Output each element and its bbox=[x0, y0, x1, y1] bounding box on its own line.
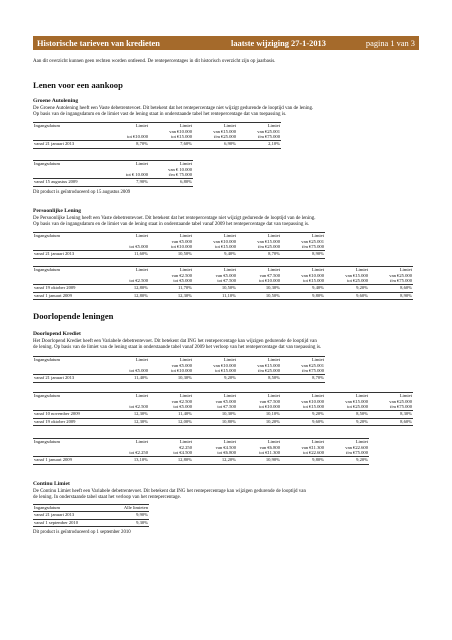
header-cell-limit: t/m €75.000 bbox=[369, 278, 413, 285]
cell-rate: 11,40% bbox=[149, 411, 193, 419]
cell-rate: 12,80% bbox=[105, 292, 149, 300]
header-cell-limit: tot €25.000 bbox=[325, 278, 369, 285]
cell-date: vanaf 21 januari 2013 bbox=[33, 375, 105, 383]
cell-date: vanaf 19 oktober 2009 bbox=[33, 285, 105, 293]
header-cell-limit: van €10.000 bbox=[213, 362, 236, 368]
header-cell-limit: t/m € 75.000 bbox=[149, 172, 193, 179]
header-cell-limit: t/m €75.000 bbox=[281, 244, 325, 251]
header-cell-limit: van €15.000 bbox=[257, 362, 280, 368]
header-cell-limit: t/m €25.000 bbox=[237, 368, 281, 375]
header-cell-limit: van €15.000 bbox=[213, 128, 236, 134]
subtitle-groene-autolening: Groene Autolening bbox=[33, 98, 79, 104]
description-line: De Continu Limiet heeft een Variabele debetrentevoet. Dit betekent dat ING het rentepercentage kan wijzigen gedurende de looptijd van bbox=[33, 489, 306, 494]
header-cell-limit: Limiet bbox=[281, 267, 325, 273]
cell-date: vanaf 1 september 2010 bbox=[33, 519, 105, 527]
header-cell-limit: tot €15.000 bbox=[193, 244, 237, 251]
header-cell-limit: Limiet bbox=[369, 393, 413, 399]
cell-rate: 10,50% bbox=[237, 292, 281, 300]
cell-rate: 10,30% bbox=[149, 375, 193, 383]
header-bar bbox=[33, 36, 419, 50]
header-cell-limit: van €25.000 bbox=[389, 272, 412, 278]
header-cell-date: Ingangsdatum bbox=[33, 233, 105, 239]
header-cell-limit: Alle limieten bbox=[105, 505, 149, 511]
section-title-doorlopend: Doorlopende leningen bbox=[33, 311, 114, 321]
table-header-row bbox=[33, 172, 193, 179]
header-cell-limit: van €10.000 bbox=[301, 398, 324, 404]
continu-description bbox=[33, 489, 423, 502]
header-cell-date bbox=[33, 134, 105, 141]
continu-rate-table bbox=[33, 504, 149, 527]
cell-date: vanaf 21 januari 2013 bbox=[33, 512, 105, 520]
header-cell-limit: t/m €25.000 bbox=[237, 244, 281, 251]
header-cell-limit: tot €15.000 bbox=[281, 278, 325, 285]
table-header-row bbox=[33, 278, 413, 285]
header-cell-limit: tot €22.600 bbox=[281, 450, 325, 457]
cell-rate: 12,80% bbox=[149, 457, 193, 465]
cell-rate: 10,80% bbox=[193, 418, 237, 426]
table-row bbox=[33, 418, 413, 426]
header-cell-limit: Limiet bbox=[105, 357, 149, 363]
cell-rate: 11,40% bbox=[105, 375, 149, 383]
header-cell-date: Ingangsdatum bbox=[33, 393, 105, 399]
cell-rate: 6,80% bbox=[149, 179, 193, 187]
cell-rate: 2,10% bbox=[237, 141, 281, 149]
groene-rate-table bbox=[33, 122, 281, 149]
cell-rate: 8,70% bbox=[237, 251, 281, 259]
cell-rate: 9,20% bbox=[193, 375, 237, 383]
header-cell-limit: tot €7.500 bbox=[193, 278, 237, 285]
header-cell-limit: Limiet bbox=[149, 233, 193, 239]
header-cell-limit: tot €2.250 bbox=[105, 450, 149, 457]
header-cell-limit: tot €5.000 bbox=[149, 278, 193, 285]
header-cell-date: Ingangsdatum bbox=[33, 123, 105, 129]
section-title-lenen: Lenen voor een aankoop bbox=[33, 80, 123, 90]
header-cell-limit: tot €10.000 bbox=[237, 278, 281, 285]
header-cell-limit: t/m €75.000 bbox=[281, 368, 325, 375]
cell-date: vanaf 21 januari 2013 bbox=[33, 251, 105, 259]
cell-rate: 12,30% bbox=[105, 418, 149, 426]
header-cell-limit: van € 10.000 bbox=[168, 166, 192, 172]
header-cell-limit: tot €15.000 bbox=[149, 134, 193, 141]
header-cell-limit: Limiet bbox=[325, 267, 369, 273]
groene-intro-note: Dit product is geïntroduceerd op 15 augustus 2009 bbox=[33, 190, 131, 195]
table-header-row bbox=[33, 450, 369, 457]
description-line: Het Doorlopend Krediet heeft een Variabele debetrentevoet. Dit betekent dat ING het rentepercentage kan wijzigen gedurende de looptijd van bbox=[33, 339, 317, 344]
table-header-row bbox=[33, 368, 325, 375]
cell-rate: 10,90% bbox=[237, 457, 281, 465]
description-line: de lening. Op basis van de limiet van de lening staat in onderstaande tabel vanaf 2009 het verloop van het rentepercentage dat van toepassing is. bbox=[33, 345, 322, 351]
header-cell-limit: Limiet bbox=[281, 393, 325, 399]
header-cell-limit: tot €5.000 bbox=[149, 404, 193, 411]
header-cell-limit: van €10.000 bbox=[213, 238, 236, 244]
header-cell-limit: tot €6.800 bbox=[193, 450, 237, 457]
header-cell-limit: tot €10.000 bbox=[237, 404, 281, 411]
cell-date: vanaf 10 november 2009 bbox=[33, 411, 105, 419]
table-row bbox=[33, 375, 325, 383]
table-row bbox=[33, 179, 193, 187]
cell-rate: 9,80% bbox=[281, 457, 325, 465]
table-row bbox=[33, 292, 413, 300]
header-cell-limit: Limiet bbox=[325, 439, 369, 445]
header-title: Historische tarieven van kredieten bbox=[37, 38, 160, 48]
persoonlijke-rate-table bbox=[33, 232, 325, 259]
cell-rate: 8,30% bbox=[369, 411, 413, 419]
cell-rate: 10,30% bbox=[193, 411, 237, 419]
description-line: De Groene Autolening heeft een Vaste debetrentevoet. Dit betekent dat het rentepercentage niet wijzigt gedurende de looptijd van de lening. bbox=[33, 106, 314, 111]
table-row bbox=[33, 285, 413, 293]
header-cell-limit: van €10.000 bbox=[301, 272, 324, 278]
header-cell-date bbox=[33, 450, 105, 457]
table-header-row bbox=[33, 404, 413, 411]
cell-rate: 9,40% bbox=[281, 285, 325, 293]
header-cell-date bbox=[33, 368, 105, 375]
header-cell-limit: Limiet bbox=[193, 233, 237, 239]
header-cell-limit: tot €2.500 bbox=[105, 278, 149, 285]
cell-rate: 9,90% bbox=[105, 512, 149, 520]
header-cell-date: Ingangsdatum bbox=[33, 357, 105, 363]
header-cell-limit: van €5.000 bbox=[171, 238, 192, 244]
header-cell-limit: van €5.000 bbox=[215, 272, 236, 278]
header-cell-limit: van €25.001 bbox=[257, 128, 280, 134]
header-cell-limit: Limiet bbox=[105, 439, 149, 445]
header-cell-limit: Limiet bbox=[237, 123, 281, 129]
intro-text: Aan dit overzicht kunnen geen rechten worden ontleend. De rentepercentages in dit historisch overzicht zijn op jaarbasis. bbox=[33, 59, 276, 64]
table-row bbox=[33, 141, 281, 149]
header-cell-limit: Limiet bbox=[193, 357, 237, 363]
cell-rate: 9,20% bbox=[325, 285, 369, 293]
cell-rate: 11,60% bbox=[105, 251, 149, 259]
header-cell-limit: van €7.500 bbox=[259, 272, 280, 278]
header-cell-limit: Limiet bbox=[281, 357, 325, 363]
header-cell-limit: Limiet bbox=[193, 267, 237, 273]
cell-rate: 9,30% bbox=[105, 519, 149, 527]
cell-rate: 12,20% bbox=[193, 457, 237, 465]
header-cell-limit: Limiet bbox=[325, 393, 369, 399]
continu-intro-note: Dit product is geïntroduceerd op 1 september 2010 bbox=[33, 530, 131, 535]
cell-rate: 10,50% bbox=[193, 285, 237, 293]
header-cell-limit: tot €4.500 bbox=[149, 450, 193, 457]
cell-rate: 8,70% bbox=[281, 375, 325, 383]
groene-rate-table-2009 bbox=[33, 160, 193, 187]
description-line: Op basis van de ingangsdatum en de limiet van de lening staat in onderstaande tabel vanaf 2009 het rentepercentage dat van toepassing is. bbox=[33, 222, 310, 228]
description-line: De Persoonlijke Lening heeft een Vaste debetrentevoet. Dit betekent dat het rentepercentage niet wijzigt gedurende de looptijd van de lening. bbox=[33, 216, 316, 221]
header-cell-limit: van €5.000 bbox=[215, 398, 236, 404]
header-cell-limit: tot €15.000 bbox=[193, 368, 237, 375]
header-cell-limit: van €4.500 bbox=[215, 444, 236, 450]
cell-date: vanaf 21 januari 2013 bbox=[33, 141, 105, 149]
header-changed-date: laatste wijziging 27-1-2013 bbox=[231, 38, 326, 48]
header-cell-limit: van €2.500 bbox=[171, 398, 192, 404]
cell-rate: 9,20% bbox=[281, 411, 325, 419]
header-cell-limit: tot €5.000 bbox=[105, 244, 149, 251]
header-cell-limit: van €7.500 bbox=[259, 398, 280, 404]
header-cell-date: Ingangsdatum bbox=[33, 505, 105, 511]
header-cell-limit: van €22.600 bbox=[345, 444, 368, 450]
cell-rate: 8,50% bbox=[237, 375, 281, 383]
cell-rate: 8,70% bbox=[105, 141, 149, 149]
doorlopend-description bbox=[33, 339, 423, 352]
header-cell-limit: van €5.000 bbox=[171, 362, 192, 368]
persoonlijke-rate-table-2009 bbox=[33, 266, 413, 300]
header-cell-limit: van €25.001 bbox=[301, 362, 324, 368]
cell-rate: 12,30% bbox=[105, 411, 149, 419]
header-cell-limit: van €11.300 bbox=[301, 444, 324, 450]
header-cell-limit: Limiet bbox=[237, 439, 281, 445]
header-cell-limit: Limiet bbox=[149, 439, 193, 445]
cell-rate: 9,40% bbox=[193, 251, 237, 259]
header-cell-date: Ingangsdatum bbox=[33, 161, 105, 167]
header-cell-limit: van €15.000 bbox=[345, 398, 368, 404]
cell-rate: 7,90% bbox=[105, 179, 149, 187]
header-cell-limit: van €25.001 bbox=[301, 238, 324, 244]
header-cell-limit: Limiet bbox=[193, 439, 237, 445]
header-cell-limit: t/m €25.000 bbox=[193, 134, 237, 141]
header-cell-limit: t/m €75.000 bbox=[369, 404, 413, 411]
header-cell-limit: van €2.500 bbox=[171, 272, 192, 278]
header-cell-date bbox=[33, 172, 105, 179]
header-cell-limit: Limiet bbox=[105, 393, 149, 399]
table-header-row bbox=[33, 244, 325, 251]
header-cell-limit: van €6.800 bbox=[259, 444, 280, 450]
header-cell-limit: Limiet bbox=[281, 439, 325, 445]
table-row bbox=[33, 411, 413, 419]
table-row bbox=[33, 519, 149, 527]
subtitle-persoonlijke-lening: Persoonlijke Lening bbox=[33, 208, 82, 214]
header-cell-limit: tot €15.000 bbox=[281, 404, 325, 411]
header-cell-limit: Limiet bbox=[149, 393, 193, 399]
header-cell-limit: Limiet bbox=[237, 357, 281, 363]
header-cell-limit: Limiet bbox=[149, 357, 193, 363]
table-header-row bbox=[33, 134, 281, 141]
cell-rate: 6,90% bbox=[193, 141, 237, 149]
header-cell-limit: tot €10.000 bbox=[105, 134, 149, 141]
header-cell-limit: Limiet bbox=[237, 393, 281, 399]
header-cell-limit: Limiet bbox=[149, 123, 193, 129]
header-cell-limit: tot €11.300 bbox=[237, 450, 281, 457]
table-row bbox=[33, 251, 325, 259]
cell-rate: 10,50% bbox=[149, 251, 193, 259]
header-cell-date bbox=[33, 278, 105, 285]
header-cell-limit: tot € 10.000 bbox=[105, 172, 149, 179]
doorlopend-rate-table-jan-2009 bbox=[33, 438, 369, 465]
header-cell-limit: van €10.000 bbox=[169, 128, 192, 134]
header-cell-limit: Limiet bbox=[105, 267, 149, 273]
doorlopend-rate-table-2009 bbox=[33, 392, 413, 426]
header-cell-limit: €2.250 bbox=[179, 444, 192, 450]
subtitle-doorlopend-krediet: Doorlopend Krediet bbox=[33, 331, 81, 337]
cell-rate: 12,80% bbox=[105, 285, 149, 293]
header-cell-limit: van €15.000 bbox=[345, 272, 368, 278]
persoonlijke-description bbox=[33, 216, 423, 229]
cell-date: vanaf 1 januari 2009 bbox=[33, 457, 105, 465]
cell-rate: 9,20% bbox=[325, 457, 369, 465]
description-line: Op basis van de ingangsdatum en de limiet vast de lening staat in onderstaande tabel het rentepercentage dat van toepassing is. bbox=[33, 112, 287, 118]
description-line: de lening. In onderstaande tabel staat het verloop van het rentepercentage. bbox=[33, 495, 181, 501]
table-row bbox=[33, 512, 149, 520]
cell-rate: 12,30% bbox=[149, 292, 193, 300]
header-cell-limit: tot €10.000 bbox=[149, 244, 193, 251]
header-cell-limit: tot €7.500 bbox=[193, 404, 237, 411]
cell-date: vanaf 19 oktober 2009 bbox=[33, 418, 105, 426]
header-cell-date bbox=[33, 404, 105, 411]
cell-rate: 13,10% bbox=[105, 457, 149, 465]
header-cell-limit: tot €5.000 bbox=[105, 368, 149, 375]
doorlopend-rate-table bbox=[33, 356, 325, 383]
header-cell-limit: Limiet bbox=[193, 123, 237, 129]
cell-rate: 9,20% bbox=[325, 418, 369, 426]
header-cell-limit: Limiet bbox=[105, 233, 149, 239]
header-cell-limit: tot €25.000 bbox=[325, 404, 369, 411]
subtitle-continu-limiet: Continu Limiet bbox=[33, 481, 70, 487]
header-cell-limit: Limiet bbox=[193, 393, 237, 399]
cell-rate: 10,20% bbox=[237, 418, 281, 426]
cell-rate: 9,60% bbox=[325, 292, 369, 300]
header-cell-limit: Limiet bbox=[281, 233, 325, 239]
cell-rate: 9,60% bbox=[281, 418, 325, 426]
header-cell-limit: Limiet bbox=[237, 233, 281, 239]
header-cell-limit: Limiet bbox=[105, 161, 149, 167]
cell-rate: 11,10% bbox=[193, 292, 237, 300]
header-cell-date bbox=[33, 244, 105, 251]
cell-rate: 8,60% bbox=[369, 285, 413, 293]
cell-rate: 11,70% bbox=[149, 285, 193, 293]
header-cell-limit: Limiet bbox=[237, 267, 281, 273]
header-cell-limit: van €25.000 bbox=[389, 398, 412, 404]
cell-rate: 8,90% bbox=[281, 251, 325, 259]
cell-rate: 10,30% bbox=[237, 285, 281, 293]
cell-rate: 12,00% bbox=[149, 418, 193, 426]
header-cell-limit: t/m €75.000 bbox=[325, 450, 369, 457]
header-cell-limit: Limiet bbox=[369, 267, 413, 273]
header-cell-date: Ingangsdatum bbox=[33, 439, 105, 445]
header-cell-limit: tot €2.500 bbox=[105, 404, 149, 411]
cell-rate: 8,60% bbox=[369, 418, 413, 426]
cell-rate: 8,90% bbox=[369, 292, 413, 300]
header-cell-limit: Limiet bbox=[105, 123, 149, 129]
header-cell-limit: Limiet bbox=[149, 267, 193, 273]
cell-rate: 10,10% bbox=[237, 411, 281, 419]
groene-description bbox=[33, 106, 423, 119]
header-cell-limit: t/m €75.000 bbox=[237, 134, 281, 141]
cell-rate: 7,60% bbox=[149, 141, 193, 149]
table-row bbox=[33, 457, 369, 465]
header-cell-limit: Limiet bbox=[149, 161, 193, 167]
cell-rate: 8,50% bbox=[325, 411, 369, 419]
header-cell-limit: tot €10.000 bbox=[149, 368, 193, 375]
page-number: pagina 1 van 3 bbox=[365, 38, 415, 48]
header-cell-date: Ingangsdatum bbox=[33, 267, 105, 273]
cell-date: vanaf 15 augustus 2009 bbox=[33, 179, 105, 187]
cell-date: vanaf 1 januari 2009 bbox=[33, 292, 105, 300]
cell-rate: 9,80% bbox=[281, 292, 325, 300]
header-cell-limit: van €15.000 bbox=[257, 238, 280, 244]
